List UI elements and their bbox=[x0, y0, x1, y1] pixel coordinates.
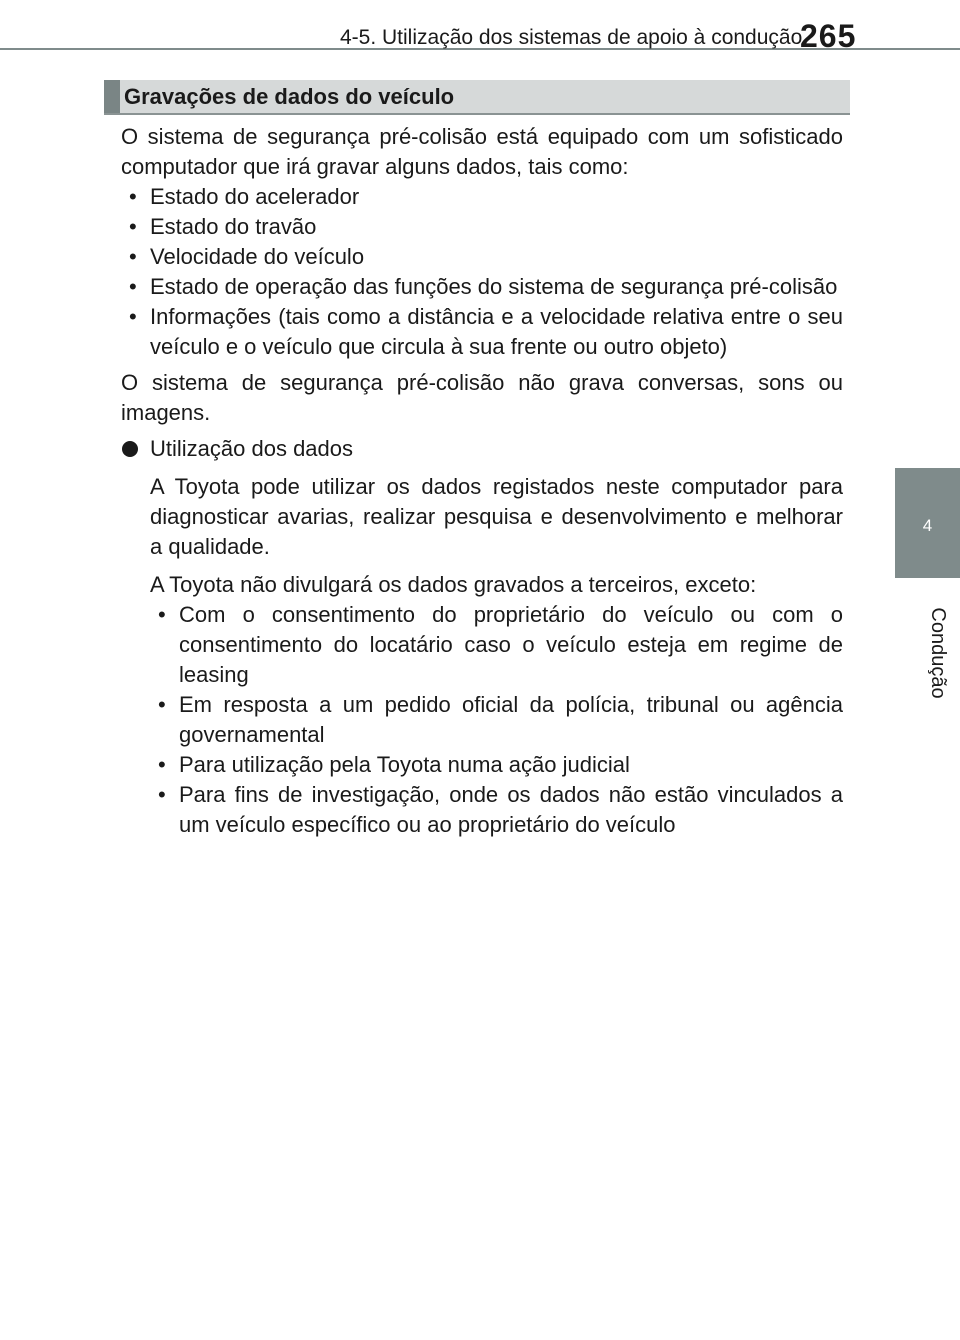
data-use-heading: Utilização dos dados bbox=[121, 434, 843, 464]
running-header-section: 4-5. Utilização dos sistemas de apoio à condução bbox=[340, 26, 803, 49]
list-item: • Estado de operação das funções do sistema de segurança pré-colisão bbox=[121, 272, 843, 302]
list-item: • Velocidade do veículo bbox=[121, 242, 843, 272]
bullet: • bbox=[158, 752, 166, 777]
section-title: Gravações de dados do veículo bbox=[124, 84, 455, 109]
not-recorded-paragraph: O sistema de segurança pré-colisão não grava conversas, sons ou imagens. bbox=[121, 370, 843, 425]
page-number: 265 bbox=[800, 18, 857, 54]
chapter-tab-label: Condução bbox=[927, 607, 949, 699]
data-use-section bbox=[121, 472, 843, 840]
list-item: • Com o consentimento do proprietário do veículo ou com o consentimento do locatário caso o veículo esteja em regime de leasing bbox=[158, 602, 843, 687]
intro-paragraph: O sistema de segurança pré-colisão está equipado com um sofisticado computador que irá gravar alguns dados, tais como: bbox=[121, 124, 843, 179]
filled-circle-icon bbox=[122, 441, 138, 457]
list-item: • Para fins de investigação, onde os dados não estão vinculados a um veículo específico ou ao proprietário do veículo bbox=[158, 782, 843, 837]
bullet: • bbox=[129, 304, 137, 329]
section-heading-accent bbox=[104, 80, 120, 113]
list-item: • Em resposta a um pedido oficial da polícia, tribunal ou agência governamental bbox=[158, 692, 843, 747]
list-item: • Informações (tais como a distância e a velocidade relativa entre o seu veículo e o veículo que circula à sua frente ou outro objeto) bbox=[129, 304, 843, 359]
page-content bbox=[121, 122, 843, 840]
list-item: • Estado do acelerador bbox=[121, 182, 843, 212]
data-use-paragraph-1: A Toyota pode utilizar os dados registados neste computador para diagnosticar avarias, realizar pesquisa e desenvolvimento e melhorar a qualidade. bbox=[150, 474, 843, 559]
bullet: • bbox=[158, 782, 166, 807]
exceptions-list bbox=[150, 600, 843, 840]
bullet: • bbox=[129, 274, 137, 299]
list-item: • Estado do travão bbox=[121, 212, 843, 242]
recorded-items-list bbox=[121, 182, 843, 362]
bullet: • bbox=[158, 602, 166, 627]
bullet: • bbox=[129, 214, 137, 239]
list-item: • Para utilização pela Toyota numa ação judicial bbox=[150, 750, 843, 780]
chapter-tab-number: 4 bbox=[922, 516, 933, 535]
data-use-paragraph-2: A Toyota não divulgará os dados gravados a terceiros, exceto: bbox=[150, 572, 757, 597]
bullet: • bbox=[129, 184, 137, 209]
bullet: • bbox=[129, 244, 137, 269]
bullet: • bbox=[158, 692, 166, 717]
